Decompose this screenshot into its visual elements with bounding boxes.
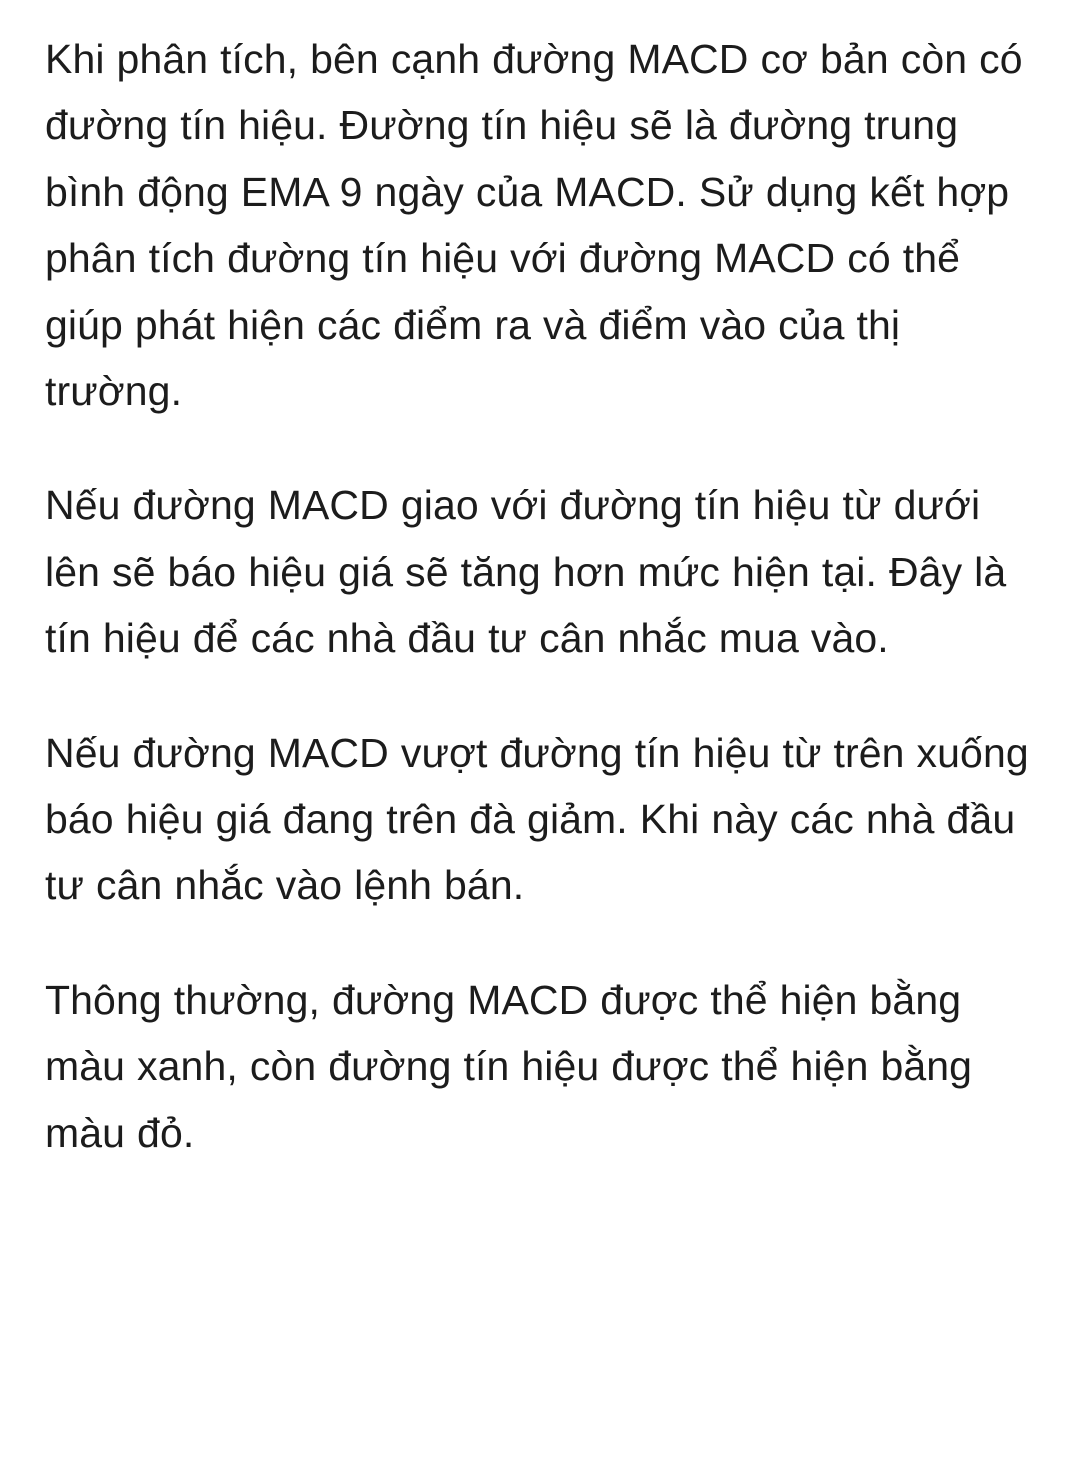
paragraph-2: Nếu đường MACD giao với đường tín hiệu từ dưới lên sẽ báo hiệu giá sẽ tăng hơn mức hiện tại. Đây là tín hiệu để các nhà đầu tư cân nhắc mua vào. (45, 482, 1007, 662)
paragraph-1: Khi phân tích, bên cạnh đường MACD cơ bản còn có đường tín hiệu. Đường tín hiệu sẽ là đường trung bình động EMA 9 ngày của MACD. Sử dụng kết hợp phân tích đường tín hiệu với đường MACD có thể giúp phát hiện các điểm ra và điểm vào của thị trường. (45, 36, 1023, 415)
paragraph-4: Thông thường, đường MACD được thể hiện bằng màu xanh, còn đường tín hiệu được thể hiện bằng màu đỏ. (45, 976, 973, 1156)
paragraph-3: Nếu đường MACD vượt đường tín hiệu từ trên xuống báo hiệu giá đang trên đà giảm. Khi này các nhà đầu tư cân nhắc vào lệnh bán. (45, 729, 1029, 909)
